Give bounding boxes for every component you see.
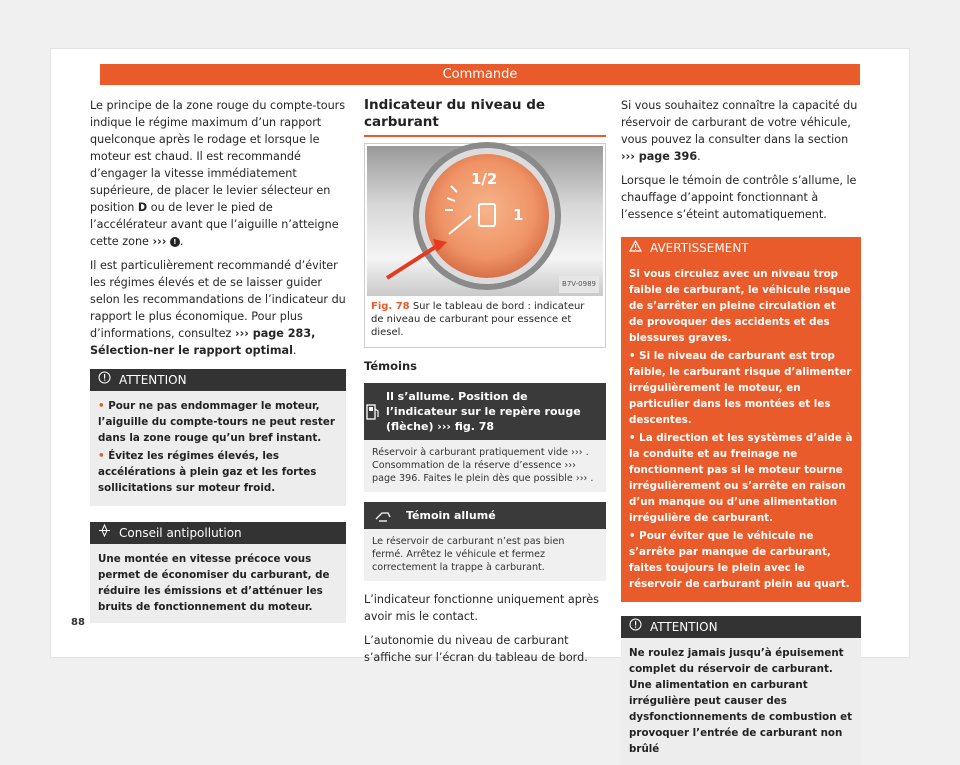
attention-title: ATTENTION [650, 620, 718, 634]
paragraph-text: Il est particulièrement recommandé d’éviter les régimes élevés et de se laisser guider selon les recommandations de l’indicateur du rapport le plus économique. Pour plus d’informations, consultez [90, 259, 346, 340]
info-icon: ! [170, 237, 180, 247]
paragraph-text: Si vous souhaitez connaître la capacité du réservoir de carburant de votre véhicule, vous pouvez la consulter dans la section [621, 99, 858, 146]
gear-position-d: D [137, 201, 148, 214]
paragraph-autonomy: L’autonomie du niveau de carburant s’affiche sur l’écran du tableau de bord. [364, 634, 588, 664]
paragraph-heater: Lorsque le témoin de contrôle s’allume, le chauffage d’appoint fonctionnant à l’essence s’éteint automatiquement. [621, 174, 857, 221]
paragraph-text: Le principe de la zone rouge du compte-tours indique le régime maximum d’un rapport quelconque après le rodage et lorsque le moteur est chaud. Il est recommandé d’engager la vitesse immédiatement supérieure, de placer le levier sélecteur en position [90, 99, 346, 214]
column-left [90, 97, 346, 623]
attention-item: • Évitez les régimes élevés, les accélérations à plein gaz et les fortes sollicitations sur moteur froid. [98, 450, 317, 494]
avertissement-box [621, 237, 861, 602]
conseil-header [90, 522, 346, 544]
attention-body [90, 391, 346, 506]
attention-body: Ne roulez jamais jusqu’à épuisement complet du réservoir de carburant. Une alimentation en carburant irrégulière peut causer des dysfonctionnements de combustion et provoquer l’entrée de carburant non brûlé [629, 647, 853, 755]
paragraph-contact: L’indicateur fonctionne uniquement après avoir mis le contact. [364, 593, 599, 623]
avertissement-body [621, 259, 861, 602]
conseil-box [90, 522, 346, 623]
figure-caption [367, 296, 603, 345]
figure [364, 143, 606, 348]
attention-box-right [621, 616, 861, 765]
column-right [621, 97, 861, 765]
warning-triangle-icon [629, 237, 642, 259]
warning-light-cap [364, 502, 606, 581]
warning-light-text: Témoin allumé [406, 509, 496, 522]
attention-header [621, 616, 861, 638]
avertissement-title: AVERTISSEMENT [650, 241, 749, 255]
paragraph-text: ou de lever le pied de l’accélérateur avant que l’aiguille n’atteigne cette zone [90, 201, 339, 248]
attention-title: ATTENTION [119, 373, 187, 387]
cross-ref[interactable]: ››› [152, 235, 167, 248]
conseil-title: Conseil antipollution [119, 526, 242, 540]
warning-light-header [364, 502, 606, 529]
conseil-body: Une montée en vitesse précoce vous permet de économiser du carburant, de réduire les émissions et d’atténuer les bruits de fonctionnement du moteur. [98, 553, 330, 613]
warning-light-text: Il s’allume. Position de l’indicateur sur le repère rouge (flèche) ››› fig. 78 [385, 390, 581, 433]
figure-caption-text: Sur le tableau de bord : indicateur de niveau de carburant pour essence et diesel. [371, 301, 585, 338]
leaf-icon [98, 522, 111, 544]
temoins-title: Témoins [364, 359, 417, 373]
attention-box [90, 369, 346, 506]
cross-ref-link[interactable]: ››› page 283, Sélection-ner le rapport optimal [90, 327, 316, 357]
avertissement-header [621, 237, 861, 259]
cross-ref-link[interactable]: ››› page 396 [621, 150, 698, 163]
paragraph-high-rpm: Il est particulièrement recommandé d’éviter les régimes élevés et de se laisser guider selon les recommandations de l’indicateur du rapport le plus économique. Pour plus d’informations, consultez ››› page 283, Sélection-ner le rapport optimal. [90, 259, 346, 357]
section-title: Indicateur du niveau de carburant [364, 97, 606, 137]
page-header-title: Commande [442, 67, 518, 82]
warning-light-reserve [364, 383, 606, 492]
column-middle [364, 97, 606, 673]
fuel-pump-icon [364, 403, 382, 421]
fuel-gauge-image [367, 146, 603, 296]
paragraph-red-zone: Le principe de la zone rouge du compte-tours indique le régime maximum d’un rapport quelconque après le rodage et lorsque le moteur est chaud. Il est recommandé d’engager la vitesse immédiatement supérieure, de placer le levier sélecteur en position D ou de lever le pied de l’accélérateur avant que l’aiguille n’atteigne cette zone ››› ! . [90, 99, 346, 248]
fuel-cap-icon [364, 509, 402, 523]
page-header [100, 64, 860, 85]
warning-light-body: Réservoir à carburant pratiquement vide ››› . Consommation de la réserve d’essence ››› page 396. Faites le plein dès que possible ››› . [372, 447, 594, 484]
document-page [50, 48, 910, 755]
figure-code: B7V-0989 [559, 276, 599, 293]
info-circle-icon [629, 616, 642, 638]
avertissement-item: • Pour éviter que le véhicule ne s’arrête par manque de carburant, faites toujours le plein avec le réservoir de carburant plein au quart. [629, 530, 850, 590]
info-circle-icon [98, 369, 111, 391]
attention-item: • Pour ne pas endommager le moteur, l’aiguille du compte-tours ne peut rester dans la zone rouge qu’un bref instant. [98, 400, 335, 444]
figure-label: Fig. 78 [371, 301, 410, 312]
paragraph-capacity: Si vous souhaitez connaître la capacité du réservoir de carburant de votre véhicule, vous pouvez la consulter dans la section ››› page 396. [621, 99, 858, 163]
avertissement-item: • Si le niveau de carburant est trop faible, le carburant risque d’alimenter irrégulièrement le moteur, en particulier dans les montées et les descentes. [629, 350, 852, 426]
warning-light-body: Le réservoir de carburant n’est pas bien fermé. Arrêtez le véhicule et fermez correctement la trappe à carburant. [372, 536, 565, 573]
warning-light-header [364, 383, 606, 440]
avertissement-item: • La direction et les systèmes d’aide à la conduite et au freinage ne fonctionnent pas si le moteur tourne irrégulièrement ou s’arrête en raison d’un manque ou d’une alimentation irrégulière de carburant. [629, 432, 853, 524]
attention-header [90, 369, 346, 391]
avertissement-item: Si vous circulez avec un niveau trop faible de carburant, le véhicule risque de s’arrêter en pleine circulation et de provoquer des accidents et des blessures graves. [629, 268, 851, 344]
page-number: 88 [71, 617, 85, 628]
gauge-full-label: 1 [513, 206, 524, 224]
gauge-half-label: 1/2 [471, 170, 498, 188]
